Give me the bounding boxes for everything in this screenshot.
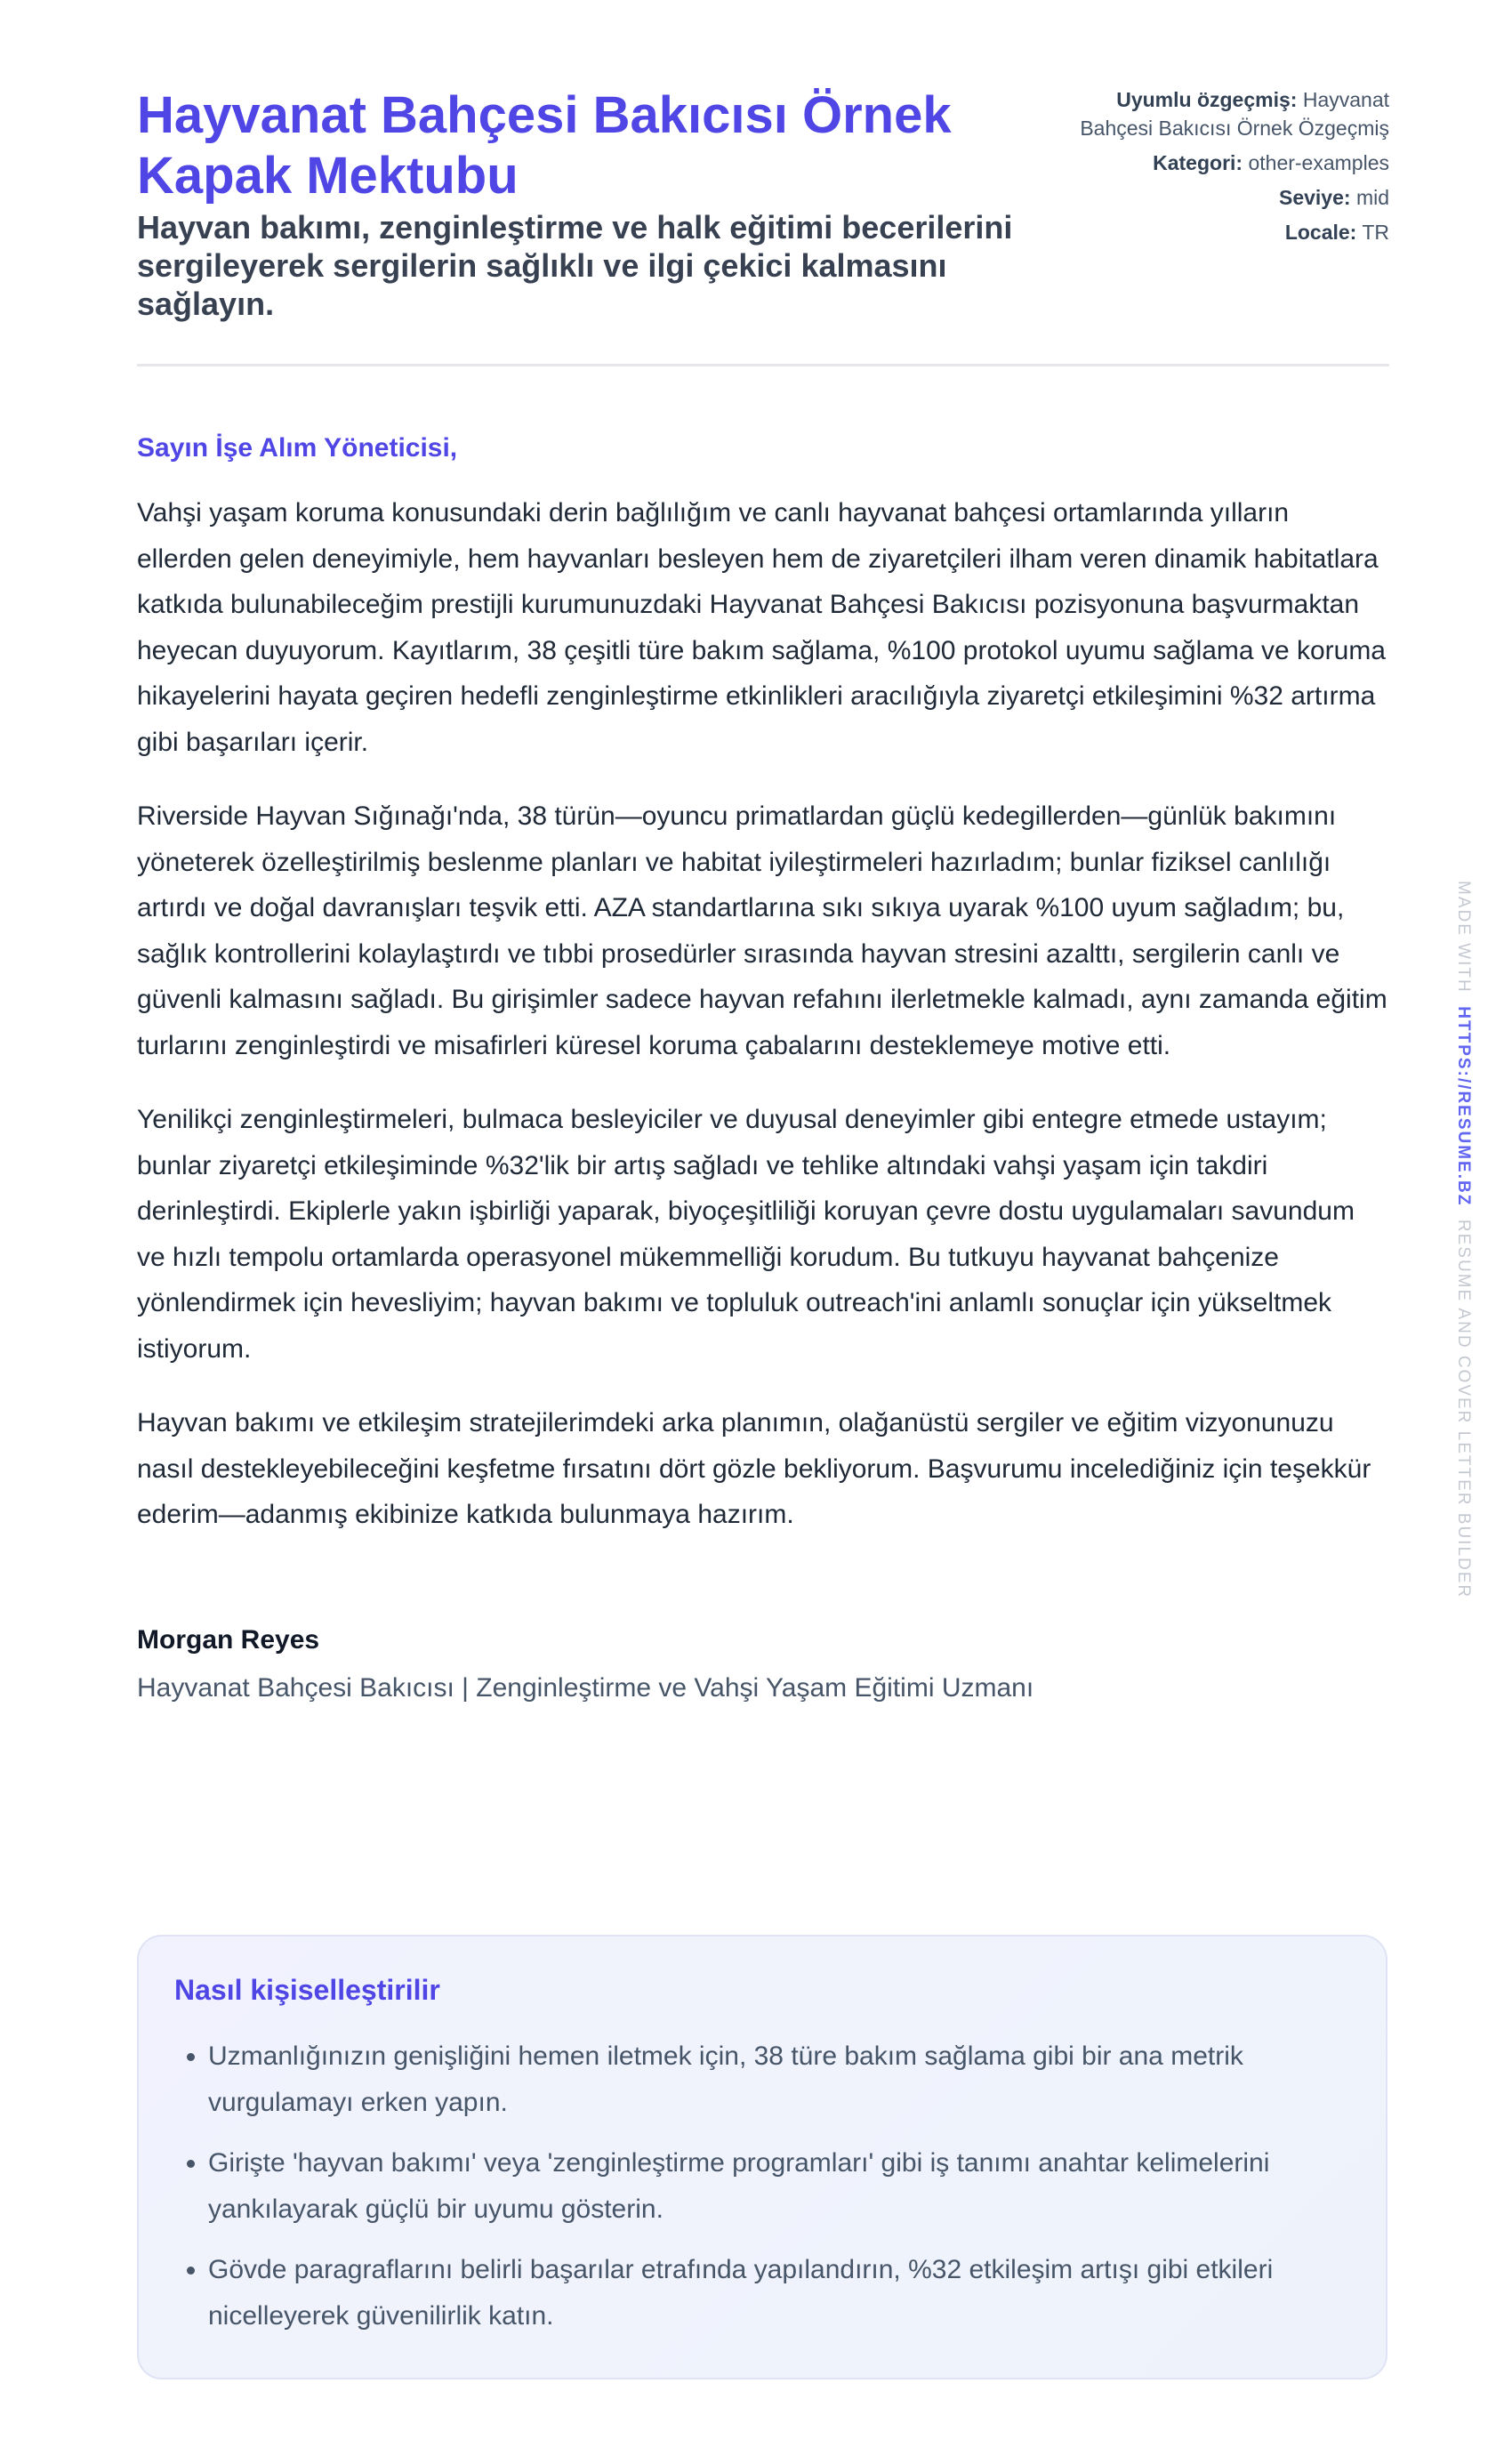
header bbox=[137, 0, 1389, 366]
cover-letter-page bbox=[137, 0, 1389, 1703]
meta-level bbox=[1051, 183, 1389, 212]
page-subtitle: Hayvan bakımı, zenginleştirme ve halk eğitimi becerilerini sergileyerek sergilerin sağlıklı ve ilgi çekici kalmasını sağlayın. bbox=[137, 209, 1013, 322]
letter-paragraph: Hayvan bakımı ve etkileşim stratejilerimdeki arka planımın, olağanüstü sergiler ve eğitim vizyonunuzu nasıl destekleyebileceğini keşfetme fırsatını dört gözle bekliyorum. Başvurumu incelediğiniz için teşekkür ederim—adanmış ekibinize katkıda bulunmaya hazırım. bbox=[137, 1408, 1371, 1529]
meta-locale bbox=[1051, 218, 1389, 246]
meta-label: Seviye: bbox=[1278, 186, 1351, 209]
letter-paragraph: Yenilikçi zenginleştirmeleri, bulmaca besleyiciler ve duyusal deneyimler gibi entegre etmede ustayım; bunlar ziyaretçi etkileşiminde %32'lik bir artış sağladı ve tehlike altındaki vahşi yaşam için takdiri derinleştirdi. Ekiplerle yakın işbirliği yaparak, biyoçeşitliliği koruyan çevre dostu uygulamaları savundum ve hızlı tempolu ortamlarda operasyonel mükemmelliği korudum. Bu tutkuyu hayvanat bahçenize yönlendirmek için hevesliyim; hayvan bakımı ve topluluk outreach'ini anlamlı sonuçlar için yükseltmek istiyorum. bbox=[137, 1105, 1355, 1364]
greeting: Sayın İşe Alım Yöneticisi, bbox=[137, 433, 458, 463]
watermark bbox=[1448, 881, 1475, 1610]
tips-list bbox=[174, 2033, 1350, 2339]
letter-paragraph: Riverside Hayvan Sığınağı'nda, 38 türün—oyuncu primatlardan güçlü kedegillerden—günlük bakımını yöneterek özelleştirilmiş beslenme planları ve habitat iyileştirmeleri hazırladım; bunlar fiziksel canlılığı artırdı ve doğal davranışları teşvik etti. AZA standartlarına sıkı sıkıya uyarak %100 uyum sağladım; bu, sağlık kontrollerini kolaylaştırdı ve tıbbi prosedürler sırasında hayvan stresini azalttı, sergilerin canlı ve güvenli kalmasını sağladı. Bu girişimler sadece hayvan refahını ilerletmekle kalmadı, aynı zamanda eğitim turlarını zenginleştirdi ve misafirleri küresel koruma çabalarını desteklemeye motive etti. bbox=[137, 801, 1387, 1060]
tip-item: • Uzmanlığınızın genişliğini hemen iletmek için, 38 türe bakım sağlama gibi bir ana metrik vurgulamayı erken yapın. bbox=[208, 2033, 1350, 2125]
watermark-suffix: RESUME AND COVER LETTER BUILDER bbox=[1454, 1219, 1473, 1599]
tip-item: • Gövde paragraflarını belirli başarılar etrafında yapılandırın, %32 etkileşim artışı gibi etkileri nicelleyerek güvenilirlik katın. bbox=[208, 2247, 1350, 2339]
meta-label: Kategori: bbox=[1153, 151, 1243, 174]
meta-value: Hayvanat Bahçesi Bakıcısı Örnek Özgeçmiş bbox=[1080, 88, 1389, 140]
meta-label: Locale: bbox=[1284, 221, 1357, 244]
signature-name: Morgan Reyes bbox=[137, 1624, 320, 1655]
meta-value: TR bbox=[1362, 221, 1389, 244]
signature-role: Hayvanat Bahçesi Bakıcısı | Zenginleştirme ve Vahşi Yaşam Eğitimi Uzmanı bbox=[137, 1672, 1034, 1703]
meta-resume bbox=[1051, 85, 1389, 142]
page-title: Hayvanat Bahçesi Bakıcısı Örnek Kapak Mektubu bbox=[137, 86, 952, 205]
meta-info bbox=[1051, 85, 1389, 253]
watermark-link[interactable]: HTTPS://RESUME.BZ bbox=[1454, 1006, 1473, 1207]
tips-title: Nasıl kişiselleştirilir bbox=[174, 1974, 440, 2006]
letter-paragraph: Vahşi yaşam koruma konusundaki derin bağlılığım ve canlı hayvanat bahçesi ortamlarında yılların ellerden gelen deneyimiyle, hem hayvanları besleyen hem de ziyaretçileri ilham veren dinamik habitatlara katkıda bulunabileceğim prestijli kurumunuzdaki Hayvanat Bahçesi Bakıcısı pozisyonuna başvurmaktan heyecan duyuyorum. Kayıtlarım, 38 çeşitli türe bakım sağlama, %100 protokol uyumu sağlama ve koruma hikayelerini hayata geçiren hedefli zenginleştirme etkinlikleri aracılığıyla ziyaretçi etkileşimini %32 artırma gibi başarıları içerir. bbox=[137, 498, 1386, 757]
meta-category bbox=[1051, 149, 1389, 177]
meta-label: Uyumlu özgeçmiş: bbox=[1116, 88, 1298, 111]
watermark-prefix: MADE WITH bbox=[1454, 881, 1473, 994]
meta-value: mid bbox=[1355, 186, 1389, 209]
tip-item: • Girişte 'hayvan bakımı' veya 'zenginleştirme programları' gibi iş tanımı anahtar kelimelerini yankılayarak güçlü bir uyumu gösterin. bbox=[208, 2140, 1350, 2232]
customization-tips-box bbox=[137, 1935, 1387, 2380]
meta-value: other-examples bbox=[1248, 151, 1389, 174]
